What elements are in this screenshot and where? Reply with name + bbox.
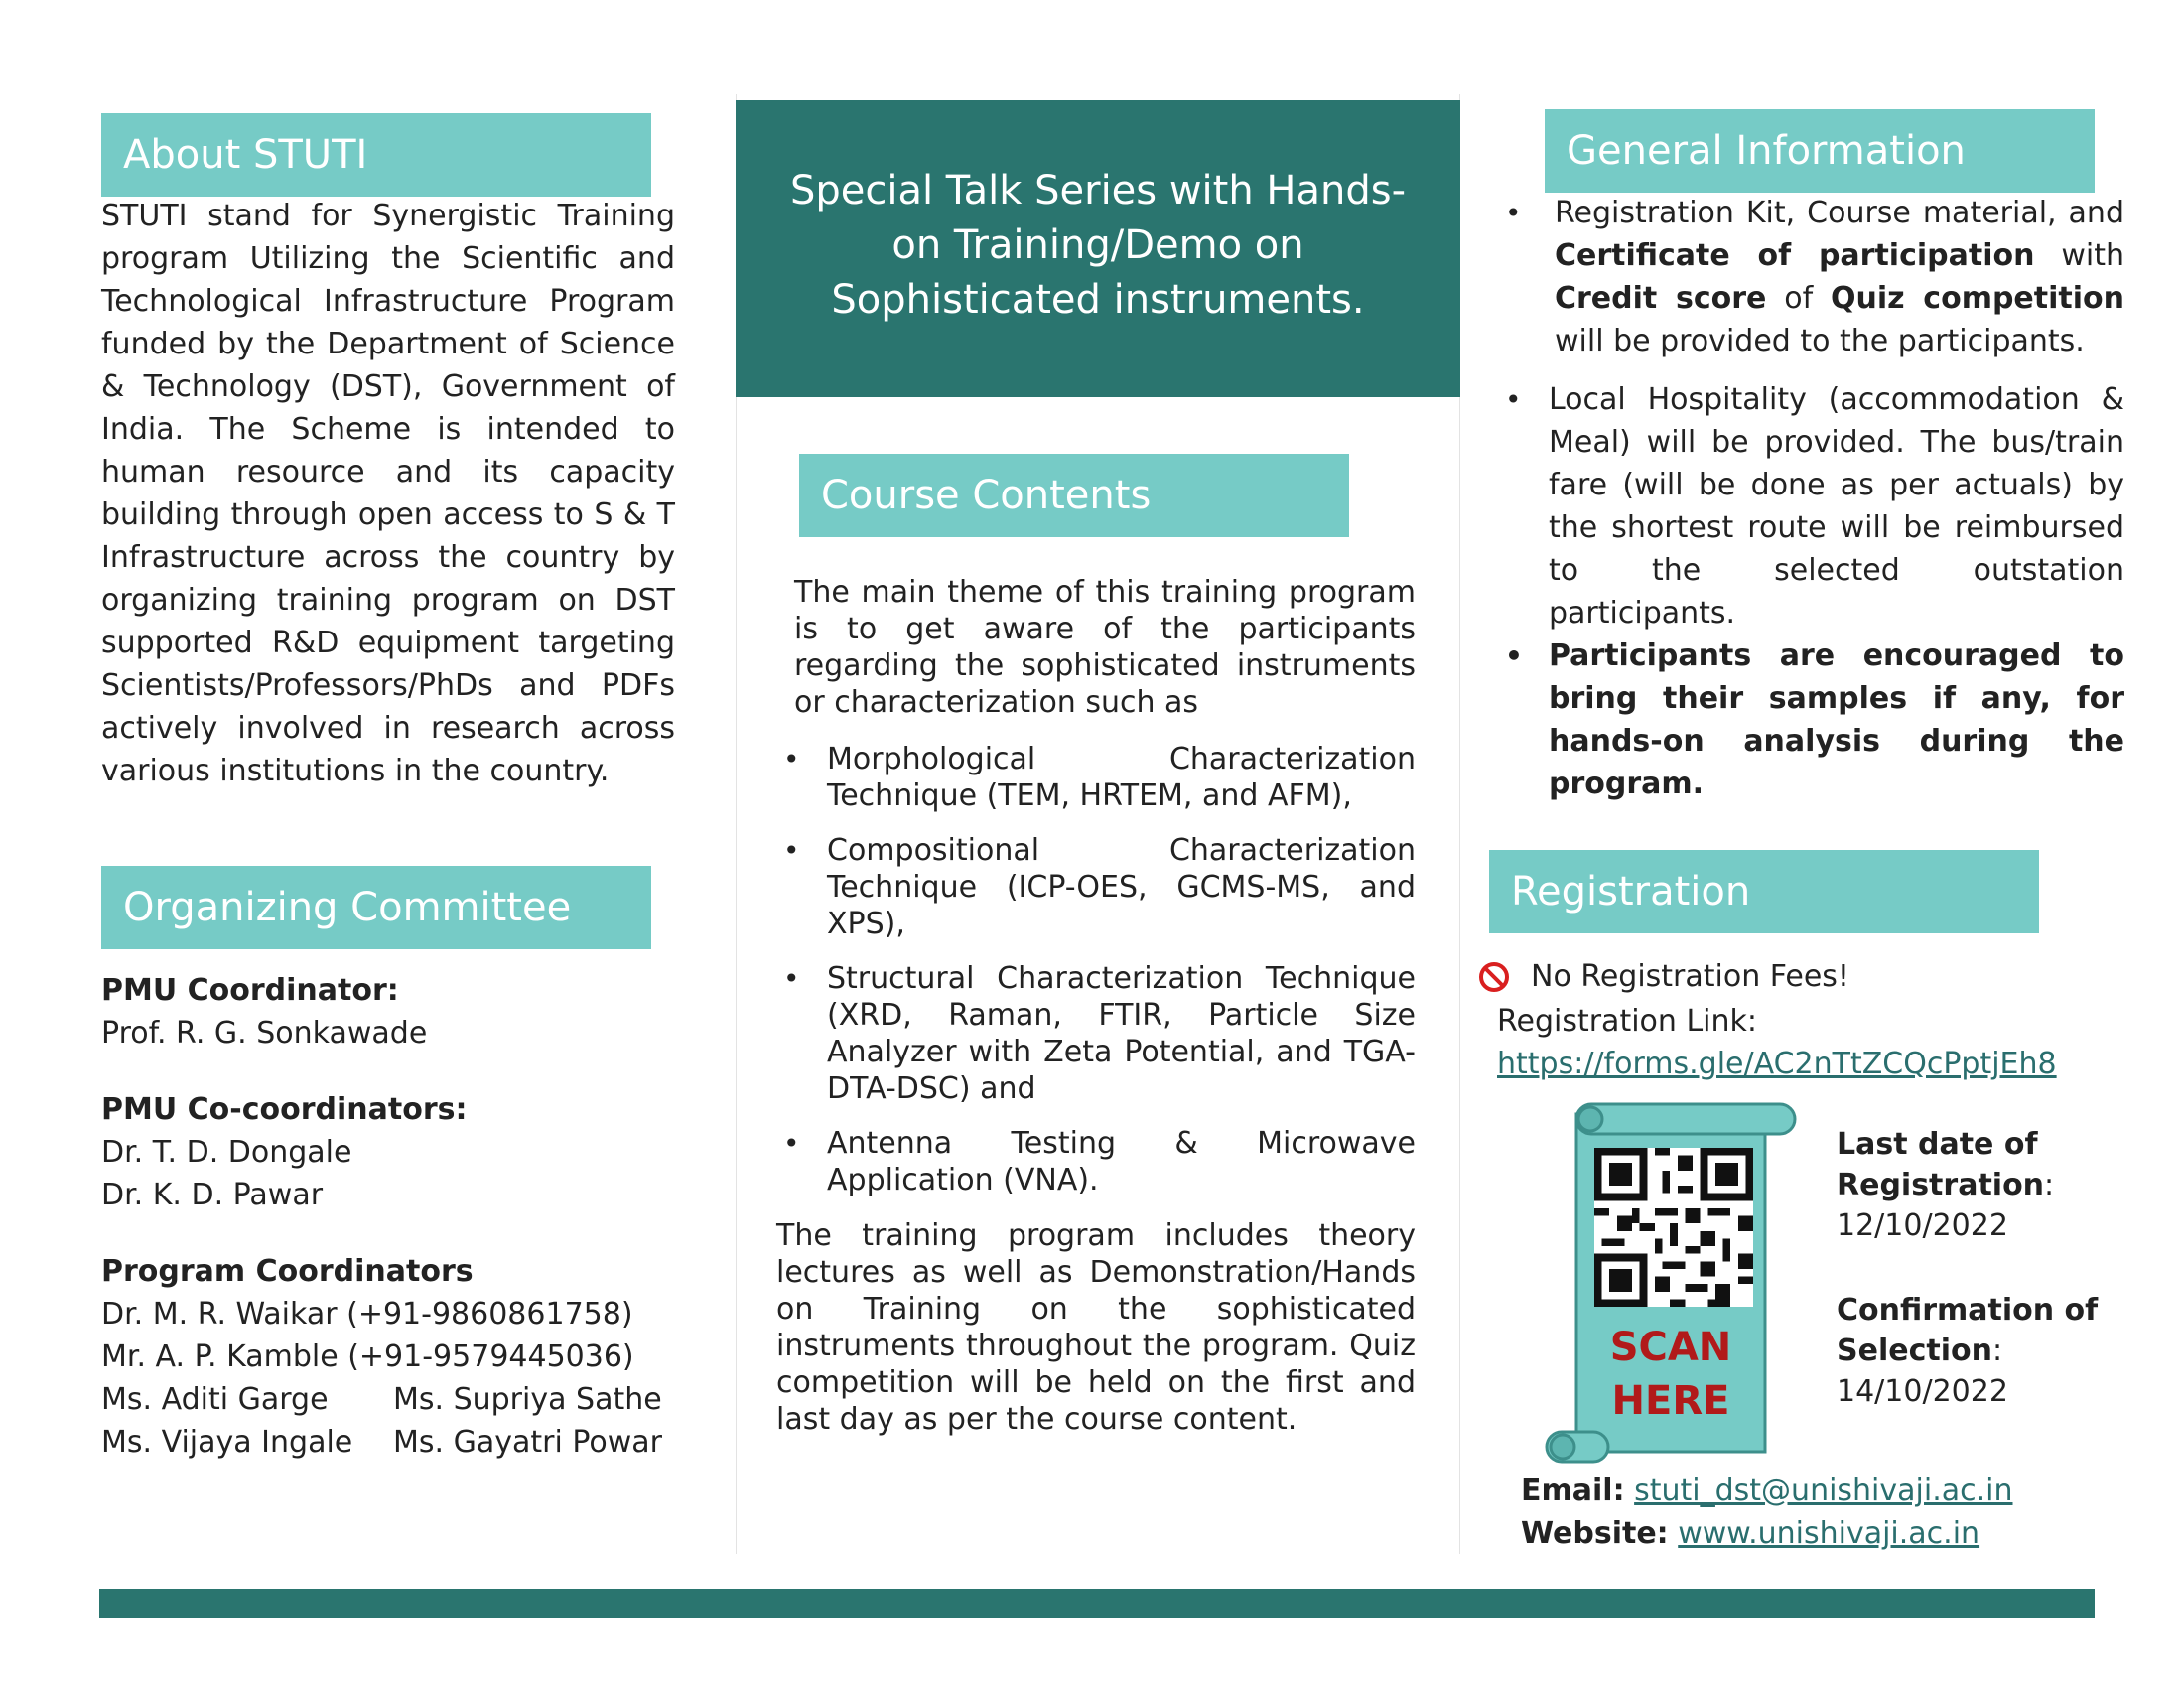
no-fees-row [1479,957,1849,997]
confirmation-label: Confirmation of [1837,1293,2099,1328]
co-coordinator-name: Dr. K. D. Pawar [101,1178,324,1212]
no-fees-text: No Registration Fees! [1531,959,1849,994]
email-label: Email: [1521,1474,1625,1508]
title-banner [736,100,1460,397]
registration-link-label: Registration Link: [1497,1004,1757,1039]
committee-block [101,969,697,1464]
program-coordinator-label: Program Coordinators [101,1254,474,1289]
registration-heading: Registration [1489,850,2039,933]
general-item: • Local Hospitality (accommodation & Meal) will be provided. The bus/train fare (will be done as per actuals) by the shortest route will be reimbursed to the selected outstation participants. [1549,378,2124,634]
program-coordinator-name: Dr. M. R. Waikar (+91-9860861758) [101,1297,633,1332]
registration-dates [1837,1124,2174,1412]
last-date-label: Registration: [1837,1168,2055,1202]
banner-title: Special Talk Series with Hands-on Training/Demo on Sophisticated instruments. [789,168,1407,323]
program-coordinator-name: Ms. Aditi Garge [101,1382,329,1417]
website-link[interactable]: www.unishivaji.ac.in [1678,1516,1980,1551]
confirmation-value: 14/10/2022 [1837,1374,2008,1409]
co-coordinator-label: PMU Co-coordinators: [101,1092,468,1127]
website-label: Website: [1521,1516,1669,1551]
confirmation-label: Selection: [1837,1334,2003,1368]
qr-code[interactable] [1594,1148,1753,1307]
program-coordinator-name: Ms. Gayatri Powar [393,1425,662,1460]
program-coordinator-name: Ms. Supriya Sathe [393,1382,662,1417]
contact-email [1521,1470,2013,1512]
program-coordinator-name: Ms. Vijaya Ingale [101,1425,353,1460]
about-body: STUTI stand for Synergistic Training program Utilizing the Scientific and Technological Infrastructure Program funded by the Department of Science & Technology (DST), Government of India. The Scheme is intended to human resource and its capacity building through open access to S & T Infrastructure across the country by organizing training program on DST supported R&D equipment targeting Scientists/Professors/PhDs and PDFs actively involved in research across various institutions in the country. [101,199,675,788]
about-heading: About STUTI [101,113,651,197]
program-coordinator-name: Mr. A. P. Kamble (+91-9579445036) [101,1339,634,1374]
general-item: • Registration Kit, Course material, and Certificate of participation with Credit score of Quiz competition will be provided to the participants. [1549,192,2124,362]
footer-bar [99,1589,2095,1618]
course-heading: Course Contents [799,454,1349,537]
email-link[interactable]: stuti_dst@unishivaji.ac.in [1634,1474,2013,1508]
course-outro: The training program includes theory lectures as well as Demonstration/Hands on Training on the sophisticated instruments throughout the program. Quiz competition will be held on the first and last day as per the course content. [776,1218,1416,1437]
contact-website [1521,1512,1979,1555]
scan-here-text: SCAN HERE [1609,1325,1732,1424]
general-item: • Participants are encouraged to bring their samples if any, for hands-on analysis during the program. [1549,634,2124,805]
last-date-label: Last date of [1837,1127,2038,1162]
no-entry-icon [1479,962,1509,992]
course-intro: The main theme of this training program is to get aware of the participants regarding the sophisticated instruments or characterization such as [794,575,1416,720]
course-item: • Structural Characterization Technique (XRD, Raman, FTIR, Particle Size Analyzer with Zeta Potential, and TGA-DTA-DSC) and [827,960,1416,1107]
pmu-coordinator-label: PMU Coordinator: [101,973,399,1008]
pmu-coordinator-name: Prof. R. G. Sonkawade [101,1016,428,1051]
course-item: • Compositional Characterization Technique (ICP-OES, GCMS-MS, and XPS), [827,832,1416,942]
general-list [1549,192,2124,805]
course-item: • Morphological Characterization Technique (TEM, HRTEM, and AFM), [827,741,1416,814]
general-heading: General Information [1545,109,2095,193]
qr-scroll [1545,1100,1803,1468]
last-date-value: 12/10/2022 [1837,1208,2008,1243]
course-item: • Antenna Testing & Microwave Application (VNA). [827,1125,1416,1198]
committee-heading: Organizing Committee [101,866,651,949]
registration-link[interactable]: https://forms.gle/AC2nTtZCQcPptjEh8 [1497,1047,2057,1081]
co-coordinator-name: Dr. T. D. Dongale [101,1135,352,1170]
course-list [827,741,1416,1198]
